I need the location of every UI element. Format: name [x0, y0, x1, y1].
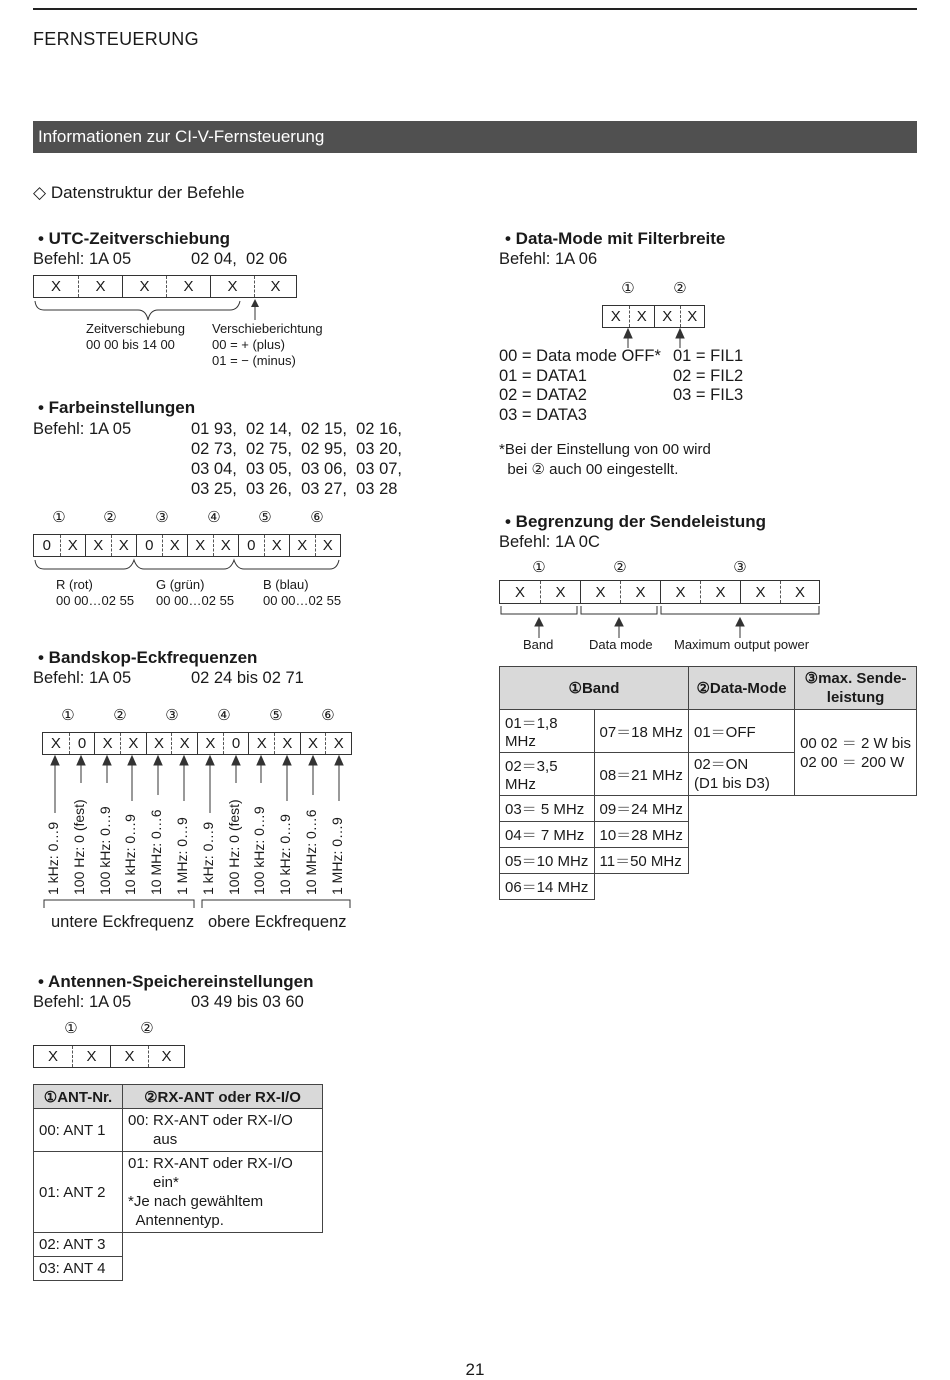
- bandskop-vlabel: 1 kHz: 0…9: [200, 821, 216, 895]
- bandskop-command: Befehl: 1A 05: [33, 669, 132, 687]
- power-brackets: [499, 604, 823, 640]
- power-circles: [499, 558, 820, 578]
- utc-byte-row: [33, 275, 297, 298]
- byte-cell: X: [166, 276, 210, 297]
- datamode-cell: 01＝OFF: [689, 710, 795, 753]
- byte-cell: X: [122, 276, 166, 297]
- byte-cell: X: [325, 733, 351, 754]
- antennen-table-header: ①ANT-Nr.: [34, 1085, 123, 1109]
- bandskop-vlabel: 100 Hz: 0 (fest): [71, 799, 87, 895]
- byte-cell: X: [162, 535, 188, 556]
- utc-codes: 02 04, 02 06: [191, 250, 288, 268]
- bandskop-vlabel: 10 MHz: 0…6: [303, 809, 319, 895]
- circle-number: ⑤: [258, 509, 272, 526]
- byte-cell: X: [580, 581, 620, 603]
- datamode-arrows: [602, 328, 705, 348]
- bandskop-vlabel: 1 MHz: 0…9: [174, 817, 190, 895]
- antennen-ant-cell: 01: ANT 2: [34, 1152, 123, 1233]
- datamode-note: *Bei der Einstellung von 00 wird bei ② auch 00 eingestellt.: [499, 441, 711, 478]
- power-title: • Begrenzung der Sendeleistung: [505, 512, 766, 531]
- bandskop-arrows: [42, 755, 352, 815]
- antennen-circles: [33, 1019, 185, 1039]
- circle-number: ④: [217, 707, 231, 724]
- antennen-ant-cell: 00: ANT 1: [34, 1109, 123, 1152]
- byte-cell: X: [210, 276, 254, 297]
- bandskop-vlabel: 10 kHz: 0…9: [277, 814, 293, 895]
- farben-label-g: G (grün) 00 00…02 55: [156, 577, 235, 608]
- power-label-datamode: Data mode: [589, 637, 653, 652]
- power-table: [499, 666, 917, 900]
- band-cell: 08＝21 MHz: [594, 753, 689, 796]
- maxpower-cell: 00 02 ＝ 2 W bis 02 00 ＝ 200 W: [795, 710, 917, 796]
- circle-number: ①: [64, 1020, 78, 1037]
- circle-number: ③: [155, 509, 169, 526]
- datamode-byte-row: [602, 305, 705, 328]
- byte-cell: X: [629, 306, 655, 327]
- subheading: [33, 183, 245, 203]
- bandskop-title: • Bandskop-Eckfrequenzen: [38, 648, 258, 667]
- power-command: Befehl: 1A 0C: [499, 533, 600, 551]
- datamode-title: • Data-Mode mit Filterbreite: [505, 229, 726, 248]
- byte-cell: X: [300, 733, 326, 754]
- band-cell: 04＝ 7 MHz: [500, 822, 595, 848]
- byte-cell: 0: [223, 733, 249, 754]
- byte-cell: X: [660, 581, 700, 603]
- antennen-ant-cell: 03: ANT 4: [34, 1257, 123, 1281]
- farben-title: • Farbeinstellungen: [38, 398, 196, 417]
- byte-cell: X: [274, 733, 300, 754]
- circle-number: ②: [140, 1020, 154, 1037]
- bandskop-codes: 02 24 bis 02 71: [191, 669, 304, 687]
- bandskop-byte-row: [42, 732, 352, 755]
- circle-number: ③: [165, 707, 179, 724]
- bandskop-vlabel: 100 kHz: 0…9: [97, 806, 113, 895]
- circle-number: ④: [207, 509, 221, 526]
- byte-cell: X: [148, 1046, 184, 1067]
- byte-cell: X: [85, 535, 111, 556]
- antennen-ant-cell: 02: ANT 3: [34, 1233, 123, 1257]
- antennen-table: [33, 1084, 323, 1281]
- byte-cell: X: [289, 535, 315, 556]
- bandskop-range-brackets: [42, 896, 354, 910]
- utc-label-offset: Zeitverschiebung 00 00 bis 14 00: [86, 321, 185, 352]
- band-cell: 02＝3,5 MHz: [500, 753, 595, 796]
- circle-number: ②: [113, 707, 127, 724]
- byte-cell: X: [111, 535, 137, 556]
- datamode-circles: [602, 279, 705, 299]
- antennen-command: Befehl: 1A 05: [33, 993, 132, 1011]
- utc-title: • UTC-Zeitverschiebung: [38, 229, 231, 248]
- bandskop-vlabel: 100 kHz: 0…9: [251, 806, 267, 895]
- power-table-header: ②Data-Mode: [689, 667, 795, 710]
- bandskop-vlabel: 10 kHz: 0…9: [122, 814, 138, 895]
- antennen-title: • Antennen-Speichereinstellungen: [38, 972, 314, 991]
- antennen-codes: 03 49 bis 03 60: [191, 993, 304, 1011]
- byte-cell: 0: [238, 535, 264, 556]
- bandskop-vlabel: 100 Hz: 0 (fest): [226, 799, 242, 895]
- circle-number: ⑥: [310, 509, 324, 526]
- byte-cell: 0: [69, 733, 95, 754]
- byte-cell: X: [514, 583, 525, 601]
- byte-cell: X: [50, 735, 61, 752]
- power-table-header: ①Band: [500, 667, 689, 710]
- circle-number: ⑥: [321, 707, 335, 724]
- byte-cell: X: [740, 581, 780, 603]
- byte-cell: X: [254, 276, 296, 297]
- power-byte-row: [499, 580, 820, 604]
- farben-label-b: B (blau) 00 00…02 55: [263, 577, 342, 608]
- power-label-band: Band: [523, 637, 554, 652]
- circle-number: ①: [532, 559, 546, 576]
- byte-cell: X: [700, 581, 740, 603]
- datamode-cell: 02＝ON (D1 bis D3): [689, 753, 795, 796]
- byte-cell: X: [60, 535, 86, 556]
- byte-cell: X: [47, 1048, 58, 1065]
- subheading-text: Datenstruktur der Befehle: [50, 183, 245, 202]
- band-cell: 01＝1,8 MHz: [500, 710, 595, 753]
- farben-label-r: R (rot) 00 00…02 55: [56, 577, 135, 608]
- byte-cell: X: [213, 535, 239, 556]
- antennen-byte-row: [33, 1045, 185, 1068]
- utc-label-direction: Verschieberichtung 00 = + (plus) 01 = − (minus): [212, 321, 323, 368]
- band-cell: 10＝28 MHz: [594, 822, 689, 848]
- byte-cell: X: [654, 306, 680, 327]
- byte-cell: X: [680, 306, 705, 327]
- byte-cell: X: [187, 535, 213, 556]
- circle-number: ②: [613, 559, 627, 576]
- byte-cell: X: [94, 733, 120, 754]
- circle-number: ①: [61, 707, 75, 724]
- byte-cell: X: [197, 733, 223, 754]
- bandskop-vlabel: 10 MHz: 0…6: [148, 809, 164, 895]
- byte-cell: X: [78, 276, 122, 297]
- band-cell: 09＝24 MHz: [594, 796, 689, 822]
- farben-command: Befehl: 1A 05: [33, 420, 132, 438]
- byte-cell: X: [50, 278, 61, 295]
- datamode-values-left: 00 = Data mode OFF* 01 = DATA1 02 = DATA2 03 = DATA3: [499, 347, 661, 424]
- byte-cell: X: [146, 733, 172, 754]
- band-cell: 06＝14 MHz: [500, 874, 595, 900]
- byte-cell: X: [248, 733, 274, 754]
- byte-cell: X: [110, 1046, 148, 1067]
- band-cell: 07＝18 MHz: [594, 710, 689, 753]
- utc-command: Befehl: 1A 05: [33, 250, 132, 268]
- bandskop-lower-label: untere Eckfrequenz: [51, 913, 195, 931]
- byte-cell: 0: [136, 535, 162, 556]
- band-cell: 03＝ 5 MHz: [500, 796, 595, 822]
- power-table-header: ③max. Sende- leistung: [795, 667, 917, 710]
- band-cell: 05＝10 MHz: [500, 848, 595, 874]
- circle-number: ①: [52, 509, 66, 526]
- byte-cell: X: [72, 1046, 110, 1067]
- byte-cell: X: [315, 535, 341, 556]
- antennen-option-cell: 00: RX-ANT oder RX-I/O aus: [123, 1109, 323, 1152]
- bandskop-circles: [42, 706, 352, 726]
- section-banner-title: Informationen zur CI-V-Fernsteuerung: [38, 127, 325, 146]
- band-cell: 11＝50 MHz: [594, 848, 689, 874]
- circle-number: ②: [103, 509, 117, 526]
- byte-cell: X: [120, 733, 146, 754]
- farben-circles: [33, 508, 341, 528]
- byte-cell: X: [620, 581, 660, 603]
- farben-bracket: [30, 557, 350, 579]
- byte-cell: X: [540, 581, 580, 603]
- byte-cell: X: [264, 535, 290, 556]
- antennen-table-header: ②RX-ANT oder RX-I/O: [123, 1085, 323, 1109]
- bandskop-vlabel: 1 kHz: 0…9: [45, 821, 61, 895]
- circle-number: ②: [673, 280, 687, 297]
- datamode-command: Befehl: 1A 06: [499, 250, 598, 268]
- farben-byte-row: [33, 534, 341, 557]
- byte-cell: 0: [42, 537, 51, 554]
- bandskop-upper-label: obere Eckfrequenz: [208, 913, 347, 931]
- circle-number: ③: [733, 559, 747, 576]
- byte-cell: X: [171, 733, 197, 754]
- page-number: 21: [465, 1360, 485, 1379]
- datamode-values-right: 01 = FIL1 02 = FIL2 03 = FIL3: [673, 347, 744, 404]
- byte-cell: X: [610, 308, 621, 325]
- circle-number: ①: [621, 280, 635, 297]
- top-rule: [33, 8, 917, 10]
- page-header: FERNSTEUERUNG: [33, 29, 199, 49]
- circle-number: ⑤: [269, 707, 283, 724]
- antennen-option-cell: 01: RX-ANT oder RX-I/O ein* *Je nach gewähltem Antennentyp.: [123, 1152, 323, 1233]
- farben-codes: 01 93, 02 14, 02 15, 02 16, 02 73, 02 75, 02 95, 03 20, 03 04, 03 05, 03 06, 03 07, 03 25, 03 26, 03 27, 03 28: [191, 420, 403, 498]
- byte-cell: X: [780, 581, 819, 603]
- power-label-maxpower: Maximum output power: [674, 637, 810, 652]
- diamond-icon: ◇: [33, 183, 47, 202]
- bandskop-vlabel: 1 MHz: 0…9: [329, 817, 345, 895]
